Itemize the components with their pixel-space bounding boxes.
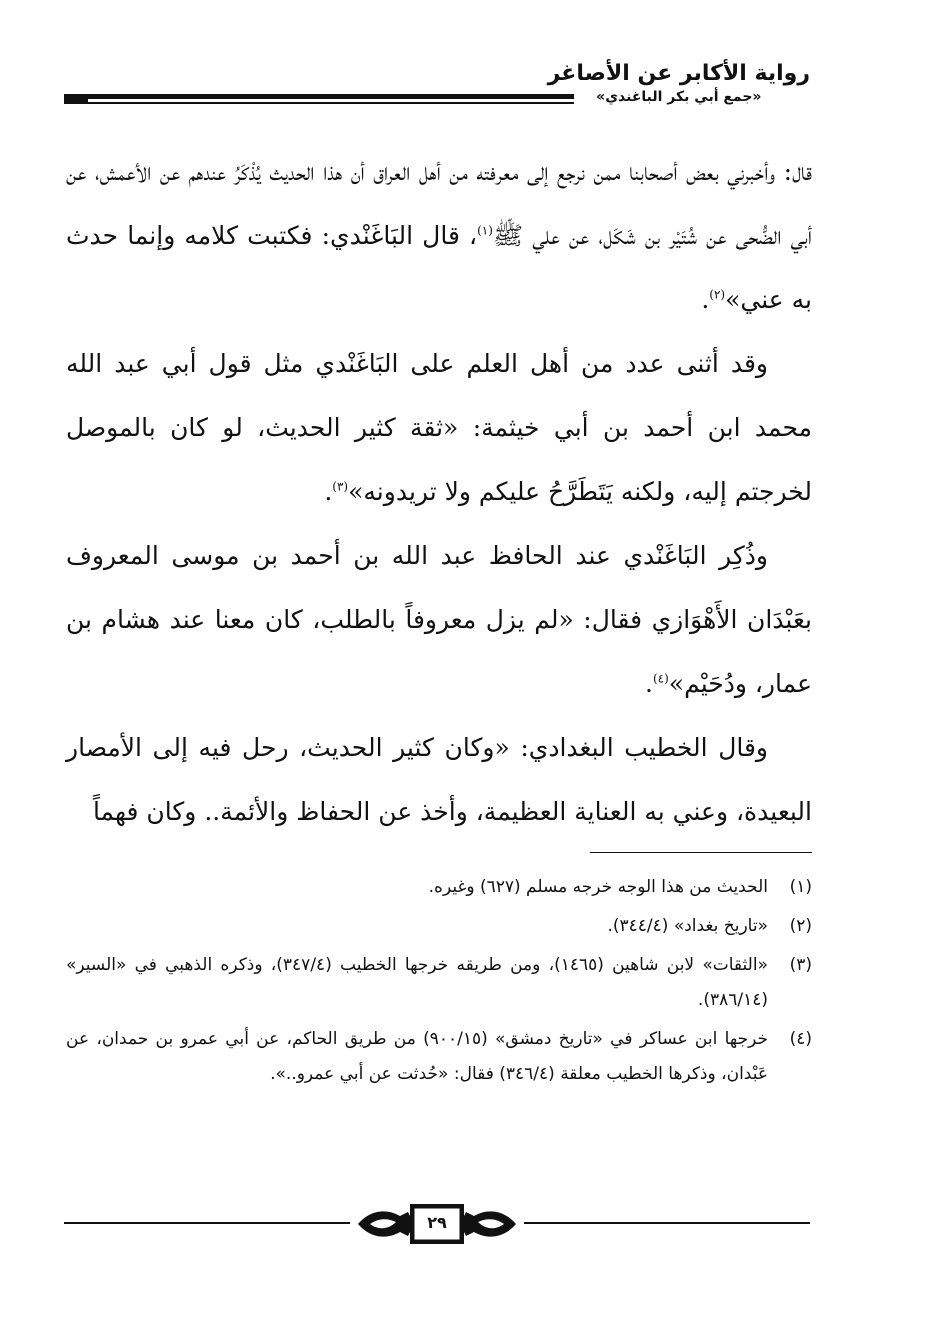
paragraph-1 xyxy=(66,140,812,332)
footnote-3 xyxy=(66,948,812,1018)
header-title-block xyxy=(548,60,810,106)
paragraph-2 xyxy=(66,332,812,524)
footnote-number: (٢) xyxy=(789,916,812,936)
page-footer xyxy=(64,1200,810,1248)
footnote-ref-4[interactable]: (٤) xyxy=(652,671,669,686)
footnote-number: (٤) xyxy=(789,1029,812,1049)
footnotes xyxy=(66,870,812,1096)
paragraph-1-text: قال: وأخبرني بعض أصحابنا ممن نرجع إلى معرفته من أهل العراق أن هذا الحديث يُذْكَرُ عندهم عن الأعمش، عن أبي الضُّحى عن شُتَيْر بن شَكَل، عن علي ﷺ xyxy=(66,157,812,250)
book-subtitle: «جمع أبي بكر الباغندي» xyxy=(596,89,762,105)
footnote-4 xyxy=(66,1022,812,1092)
footnote-text: «الثقات» لابن شاهين (١٤٦٥)، ومن طريقه خرجها الخطيب (٣٤٧/٤)، وذكره الذهبي في «السير» (٣٨٦/١٤). xyxy=(66,955,768,1010)
footnote-text: الحديث من هذا الوجه خرجه مسلم (٦٢٧) وغيره. xyxy=(428,877,768,897)
footnote-ref-2[interactable]: (٢) xyxy=(709,287,726,302)
footnote-text: خرجها ابن عساكر في «تاريخ دمشق» (٩٠٠/١٥) من طريق الحاكم، عن أبي عمرو بن حمدان، عن عَبْدان، وذكرها الخطيب معلقة (٣٤٦/٤) فقال: «حُدثت عن أبي عمرو..». xyxy=(66,1029,768,1084)
paragraph-3-text: وذُكِر البَاغَنْدي عند الحافظ عبد الله بن أحمد بن موسى المعروف بعَبْدَان الأَهْوَازي فقال: «لم يزل معروفاً بالطلب، كان معنا عند هشام بن عمار، ودُحَيْم» xyxy=(66,541,812,698)
paragraph-2-text: وقد أثنى عدد من أهل العلم على البَاغَنْدي مثل قول أبي عبد الله محمد ابن أحمد بن أبي خيثمة: «ثقة كثير الحديث، لو كان بالموصل لخرجتم إليه، ولكنه يَتَطَرَّحُ عليكم ولا تريدونه» xyxy=(66,349,812,506)
footnote-text: «تاريخ بغداد» (٣٤٤/٤). xyxy=(607,916,768,936)
footnote-ref-3[interactable]: (٣) xyxy=(332,479,349,494)
footnote-separator xyxy=(590,852,812,853)
paragraph-3-end: . xyxy=(645,669,653,698)
book-title: رواية الأكابر عن الأصاغر xyxy=(547,61,810,86)
main-text xyxy=(66,140,812,844)
paragraph-4-text: وقال الخطيب البغدادي: «وكان كثير الحديث، رحل فيه إلى الأمصار البعيدة، وعني به العناية العظيمة، وأخذ عن الحفاظ والأئمة.. وكان فهماً xyxy=(66,733,812,826)
footnote-1 xyxy=(66,870,812,905)
running-header xyxy=(64,60,810,120)
footer-rule-left xyxy=(64,1222,350,1224)
footnote-ref-1[interactable]: (١) xyxy=(477,223,493,238)
header-rule-thin xyxy=(64,102,574,104)
paragraph-1-continuation: ، قال البَاغَنْدي: فكتبت كلامه وإنما حدث به عني» xyxy=(66,221,812,314)
page-number: ٢٩ xyxy=(416,1210,458,1236)
paragraph-1-end: . xyxy=(701,285,710,314)
header-rule-thick xyxy=(64,94,574,99)
paragraph-3 xyxy=(66,524,812,716)
paragraph-4 xyxy=(66,716,812,844)
paragraph-2-end: . xyxy=(324,477,333,506)
footnote-number: (٣) xyxy=(789,955,812,975)
footnote-number: (١) xyxy=(789,877,812,897)
footer-rule-right xyxy=(524,1222,810,1224)
footnote-2 xyxy=(66,909,812,944)
